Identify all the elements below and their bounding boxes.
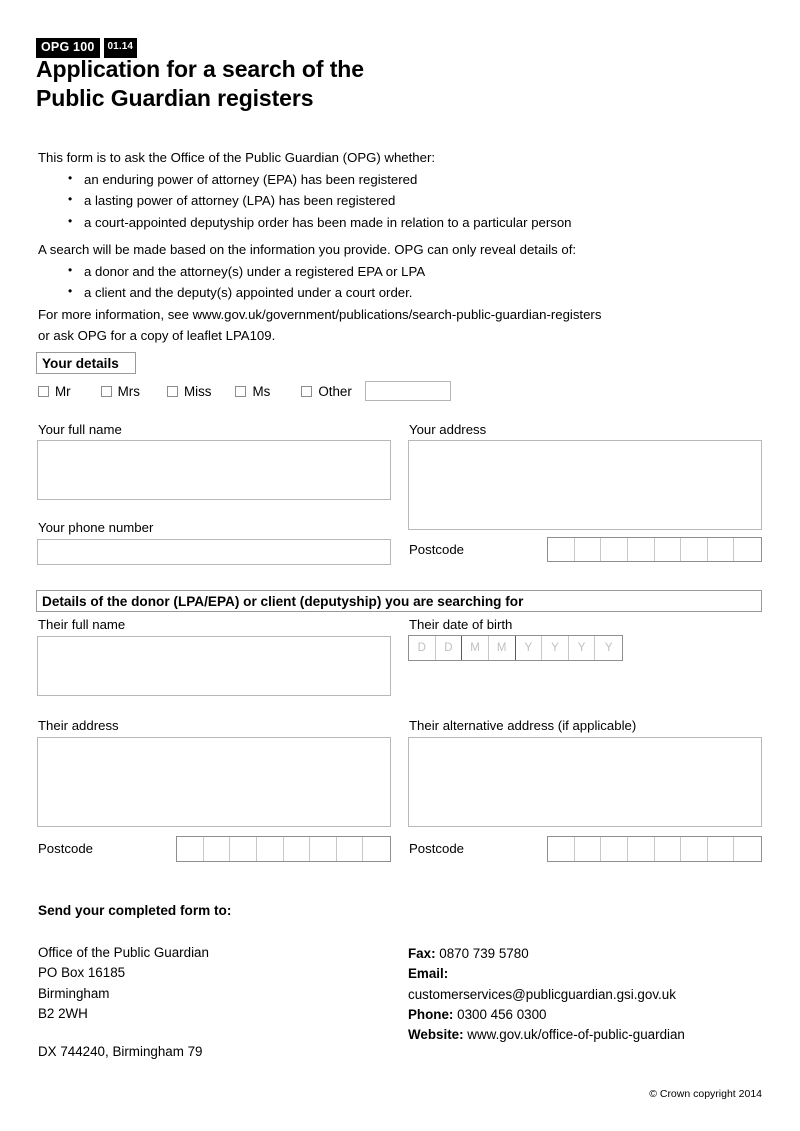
label-their-alternative-postcode: Postcode bbox=[409, 841, 464, 856]
intro-lead-2: A search will be made based on the information you provide. OPG can only reveal details of: bbox=[38, 242, 577, 257]
dob-cell-year-3[interactable]: Y bbox=[569, 636, 596, 660]
list-item: • a court-appointed deputyship order has been made in relation to a particular person bbox=[84, 212, 738, 234]
checkbox-label: Mr bbox=[55, 383, 71, 399]
label-their-address: Their address bbox=[38, 718, 119, 733]
send-form-heading: Send your completed form to: bbox=[38, 903, 232, 918]
dx-address: DX 744240, Birmingham 79 bbox=[38, 1044, 203, 1059]
postcode-cell[interactable] bbox=[681, 538, 708, 561]
postcode-cell[interactable] bbox=[575, 837, 602, 861]
phone-label: Phone: bbox=[408, 1006, 454, 1022]
postcode-cell[interactable] bbox=[548, 538, 575, 561]
label-their-alternative-address: Their alternative address (if applicable) bbox=[409, 718, 637, 733]
input-their-alternative-postcode[interactable] bbox=[547, 836, 762, 862]
list-item: • an enduring power of attorney (EPA) has been registered bbox=[84, 169, 738, 191]
intro-text bbox=[38, 147, 738, 347]
checkbox-label: Ms bbox=[252, 383, 271, 399]
dob-cell-day-2[interactable]: D bbox=[436, 636, 463, 660]
checkbox-box-icon[interactable] bbox=[301, 386, 312, 397]
checkbox-label: Other bbox=[318, 383, 352, 399]
postcode-cell[interactable] bbox=[310, 837, 337, 861]
website-line bbox=[408, 1025, 685, 1045]
input-their-address[interactable] bbox=[37, 737, 391, 827]
more-info-line-2: or ask OPG for a copy of leaflet LPA109. bbox=[38, 328, 276, 343]
intro-bullet-list-2 bbox=[38, 261, 738, 304]
checkbox-mrs[interactable] bbox=[101, 385, 140, 398]
fax-label: Fax: bbox=[408, 946, 436, 961]
page-title-line1: Application for a search of the bbox=[36, 56, 364, 82]
input-their-full-name[interactable] bbox=[37, 636, 391, 696]
section-heading-donor-details: Details of the donor (LPA/EPA) or client (deputyship) you are searching for bbox=[36, 590, 762, 612]
other-title-input[interactable] bbox=[365, 381, 451, 401]
phone-line bbox=[408, 1005, 685, 1025]
input-their-alternative-address[interactable] bbox=[408, 737, 762, 827]
opg-postal-address bbox=[38, 943, 209, 1024]
postcode-cell[interactable] bbox=[708, 538, 735, 561]
dob-cell-month-2[interactable]: M bbox=[489, 636, 516, 660]
email-label: Email: bbox=[408, 966, 449, 982]
page-title-line2: Public Guardian registers bbox=[36, 85, 314, 111]
dob-cell-day-1[interactable]: D bbox=[409, 636, 436, 660]
title-checkbox-row bbox=[38, 381, 451, 401]
more-info-line-1: For more information, see www.gov.uk/government/publications/search-public-guardian-registers bbox=[38, 306, 602, 322]
dob-cell-month-1[interactable]: M bbox=[462, 636, 489, 660]
list-item: • a client and the deputy(s) appointed under a court order. bbox=[84, 282, 738, 304]
intro-lead-1: This form is to ask the Office of the Public Guardian (OPG) whether: bbox=[38, 150, 436, 165]
address-line: PO Box 16185 bbox=[38, 965, 126, 981]
dob-cell-year-2[interactable]: Y bbox=[542, 636, 569, 660]
form-version-badge: 01.14 bbox=[104, 38, 138, 58]
postcode-cell[interactable] bbox=[655, 538, 682, 561]
website-value[interactable]: www.gov.uk/office-of-public-guardian bbox=[467, 1027, 685, 1043]
address-line: Birmingham bbox=[38, 985, 110, 1001]
list-item: • a donor and the attorney(s) under a registered EPA or LPA bbox=[84, 261, 738, 283]
postcode-cell[interactable] bbox=[363, 837, 390, 861]
input-your-phone-number[interactable] bbox=[37, 539, 391, 565]
postcode-cell[interactable] bbox=[681, 837, 708, 861]
postcode-cell[interactable] bbox=[655, 837, 682, 861]
fax-line bbox=[408, 944, 685, 964]
input-their-date-of-birth[interactable] bbox=[408, 635, 623, 661]
postcode-cell[interactable] bbox=[284, 837, 311, 861]
checkbox-ms[interactable] bbox=[235, 385, 270, 398]
email-value[interactable]: customerservices@publicguardian.gsi.gov.uk bbox=[408, 986, 676, 1002]
postcode-cell[interactable] bbox=[628, 837, 655, 861]
intro-bullet-list-1 bbox=[38, 169, 738, 234]
copyright-notice: © Crown copyright 2014 bbox=[649, 1088, 762, 1100]
form-code-badge: OPG 100 bbox=[36, 38, 100, 58]
postcode-cell[interactable] bbox=[548, 837, 575, 861]
label-your-phone-number: Your phone number bbox=[38, 520, 154, 535]
dob-cell-year-4[interactable]: Y bbox=[604, 642, 613, 654]
fax-value: 0870 739 5780 bbox=[439, 946, 529, 961]
list-item: • a lasting power of attorney (LPA) has been registered bbox=[84, 190, 738, 212]
postcode-cell[interactable] bbox=[230, 837, 257, 861]
checkbox-label: Miss bbox=[183, 383, 212, 399]
phone-value: 0300 456 0300 bbox=[457, 1006, 547, 1022]
checkbox-mr[interactable] bbox=[38, 385, 71, 398]
label-their-postcode: Postcode bbox=[38, 841, 93, 856]
checkbox-miss[interactable] bbox=[167, 385, 212, 398]
input-your-address[interactable] bbox=[408, 440, 762, 530]
postcode-cell[interactable] bbox=[601, 837, 628, 861]
postcode-cell[interactable] bbox=[708, 837, 735, 861]
label-their-date-of-birth: Their date of birth bbox=[409, 617, 513, 632]
input-your-full-name[interactable] bbox=[37, 440, 391, 500]
address-line: Office of the Public Guardian bbox=[38, 945, 209, 960]
postcode-cell[interactable] bbox=[337, 837, 364, 861]
checkbox-box-icon[interactable] bbox=[167, 386, 178, 397]
dob-cell-year-1[interactable]: Y bbox=[516, 636, 543, 660]
section-heading-your-details: Your details bbox=[36, 352, 136, 374]
postcode-cell[interactable] bbox=[257, 837, 284, 861]
postcode-cell[interactable] bbox=[628, 538, 655, 561]
label-your-postcode: Postcode bbox=[409, 542, 464, 557]
postcode-cell[interactable] bbox=[601, 538, 628, 561]
label-your-address: Your address bbox=[409, 422, 487, 437]
address-line: B2 2WH bbox=[38, 1005, 88, 1021]
postcode-cell[interactable] bbox=[575, 538, 602, 561]
postcode-cell[interactable] bbox=[177, 837, 204, 861]
label-your-full-name: Your full name bbox=[38, 422, 122, 437]
input-your-postcode[interactable] bbox=[547, 537, 762, 562]
postcode-cell[interactable] bbox=[734, 837, 761, 861]
postcode-cell[interactable] bbox=[734, 538, 761, 561]
label-their-full-name: Their full name bbox=[38, 617, 126, 632]
checkbox-box-icon[interactable] bbox=[235, 386, 246, 397]
checkbox-other[interactable] bbox=[301, 385, 352, 398]
website-label: Website: bbox=[408, 1027, 464, 1043]
postcode-cell[interactable] bbox=[204, 837, 231, 861]
checkbox-label: Mrs bbox=[117, 383, 140, 399]
input-their-postcode[interactable] bbox=[176, 836, 391, 862]
page-title bbox=[36, 55, 736, 113]
checkbox-box-icon[interactable] bbox=[101, 386, 112, 397]
checkbox-box-icon[interactable] bbox=[38, 386, 49, 397]
opg-contact-details bbox=[408, 944, 685, 1045]
